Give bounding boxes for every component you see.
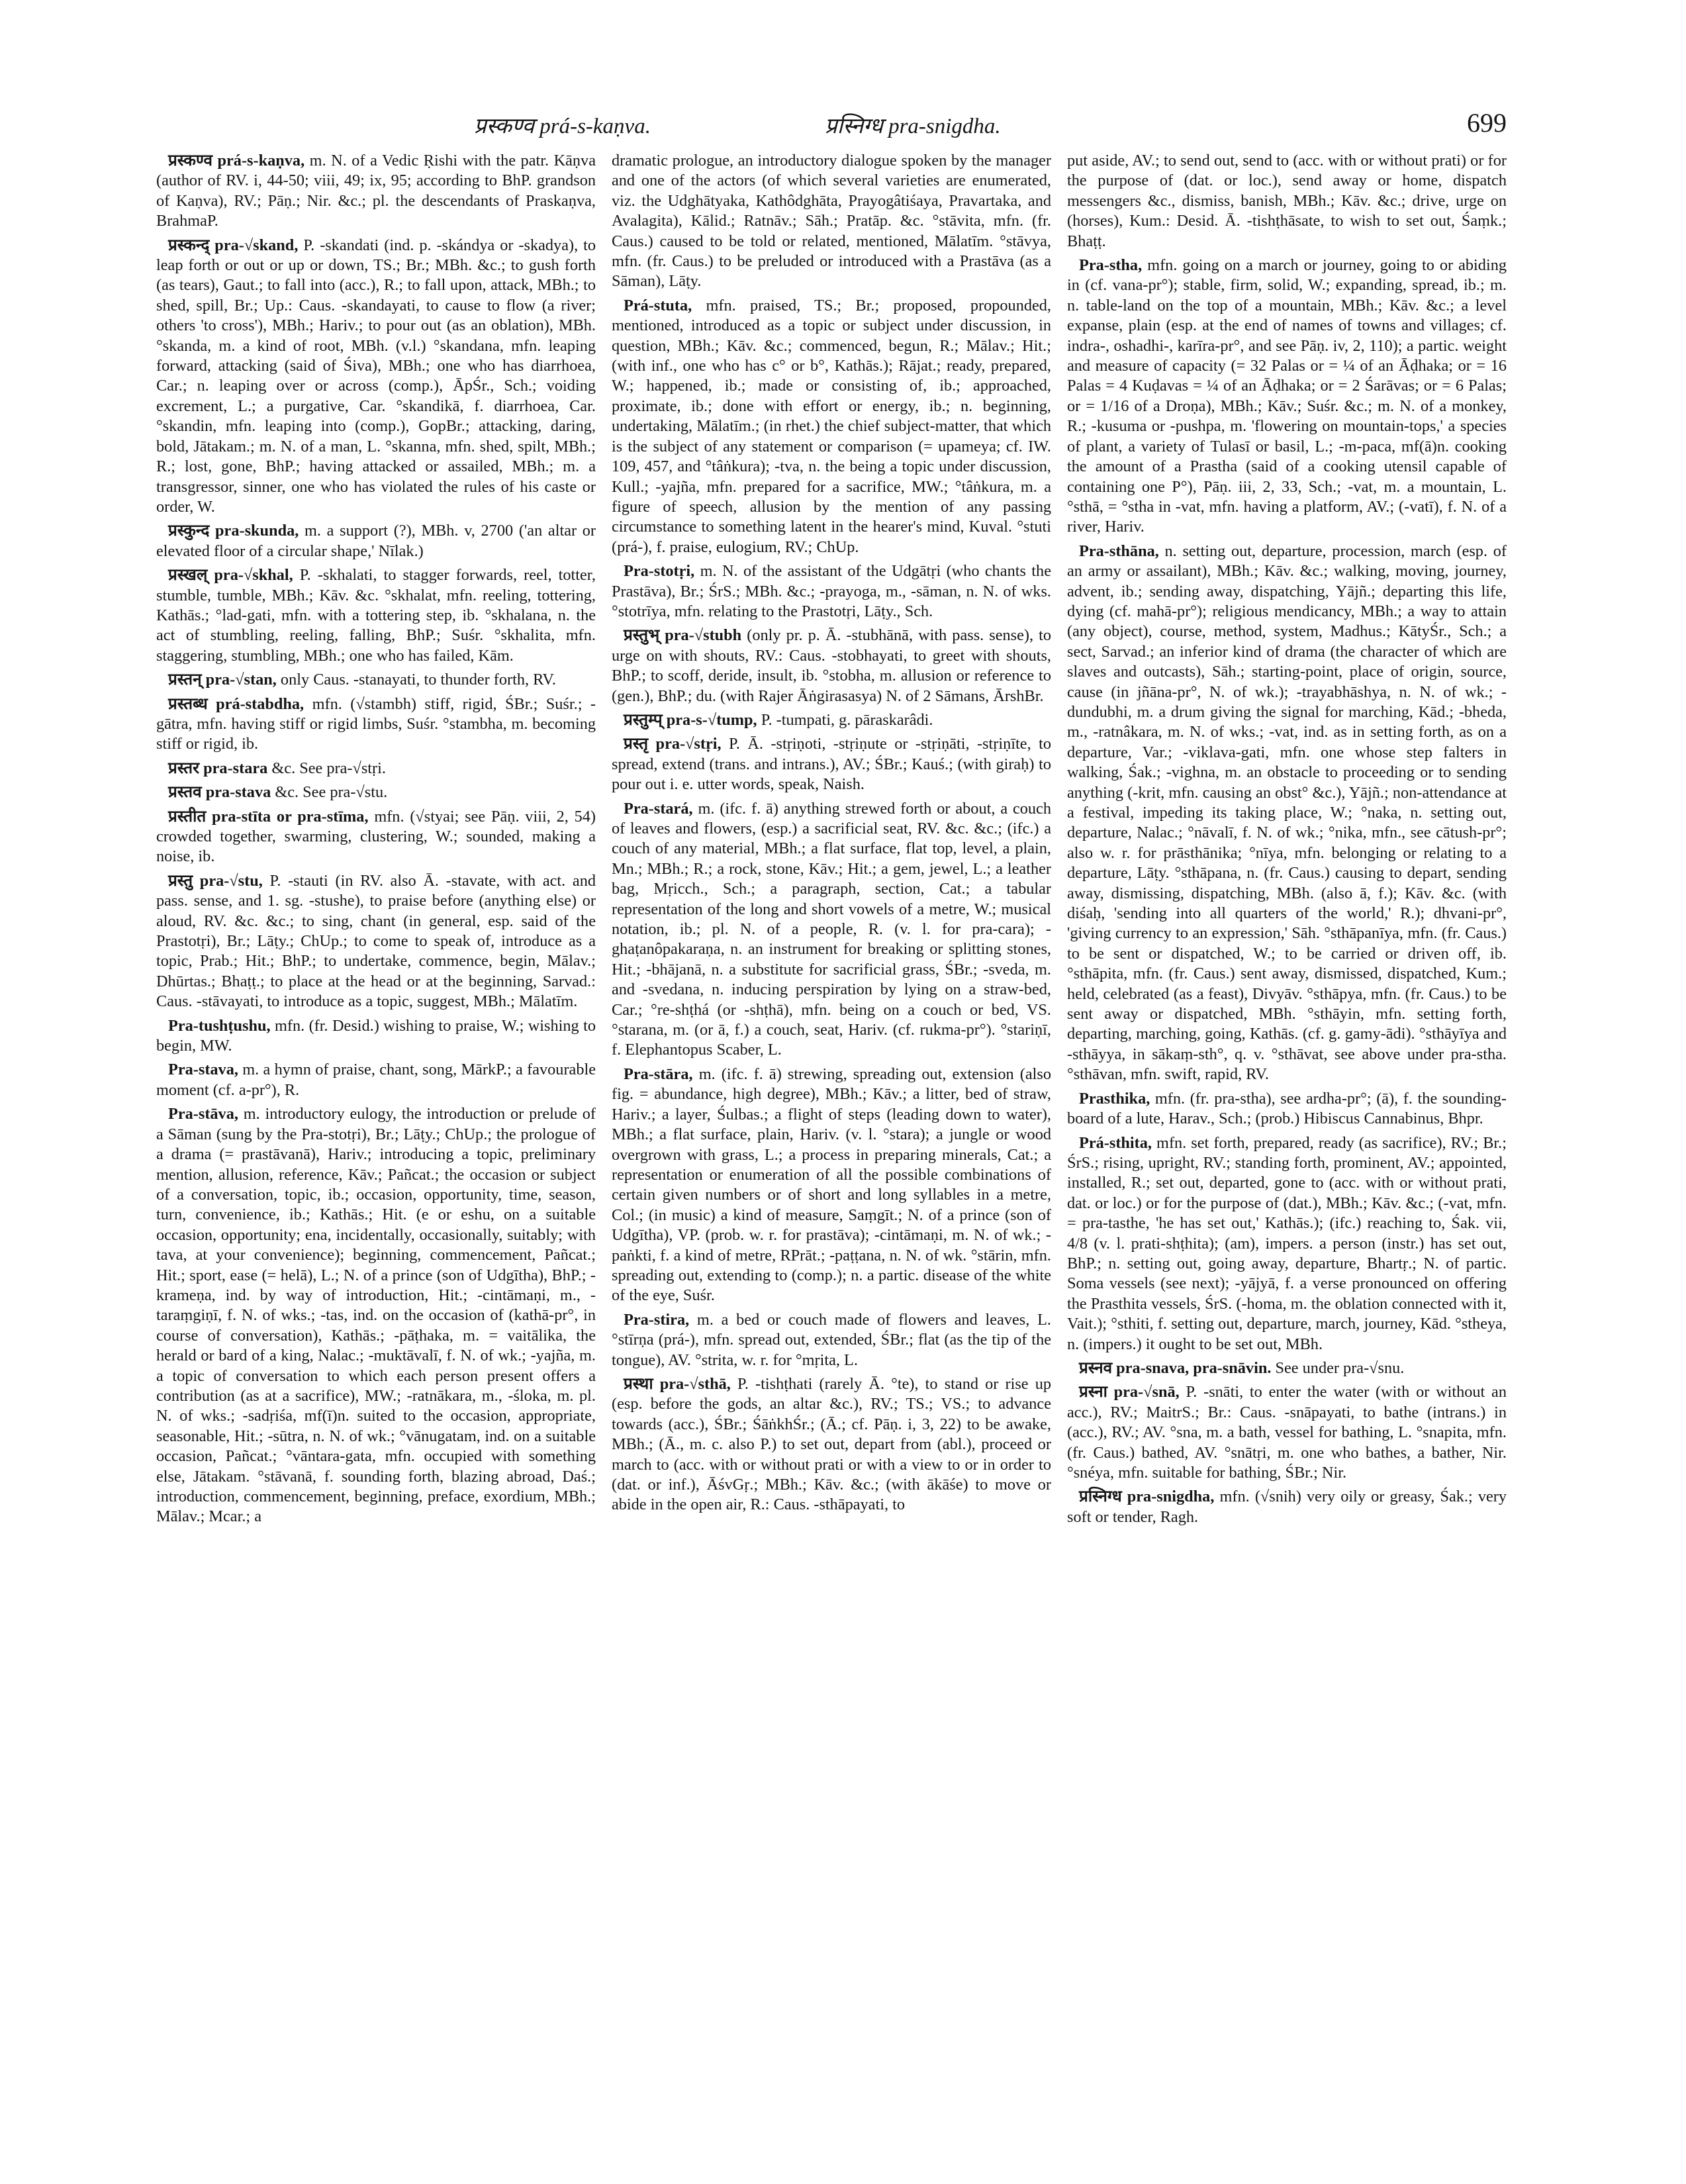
dictionary-entry — [156, 521, 596, 561]
left-running-headword: प्रस्कण्व prá-s-kaṇva. — [474, 115, 651, 138]
entry-headword: प्रस्तुम्प् pra-s-√tump, — [624, 710, 757, 729]
dictionary-entry — [156, 236, 596, 518]
dictionary-entry — [1067, 1487, 1507, 1527]
entry-definition: m. N. of the assistant of the Udgātṛi (who chants the Prastāva), Br.; ŚrS.; MBh. &c.; -prayoga, m., -sāman, n. N. of wks. °stotrīya, mfn. relating to the Prastotṛi, Lāṭy., Sch. — [612, 562, 1051, 620]
dictionary-entry — [612, 1310, 1051, 1370]
entry-headword: Pra-stotṛi, — [624, 562, 695, 581]
page-header — [156, 105, 1507, 144]
entry-definition: m. N. of a Vedic Ṛishi with the patr. Kāṇva (author of RV. i, 44-50; viii, 49; ix, 95; according to BhP. grandson of Kaṇva), RV.; Pāṇ.; Nir. &c.; pl. the descendants of Praskaṇva, BrahmaP. — [156, 152, 596, 230]
dictionary-entry — [1067, 1382, 1507, 1483]
entry-headword: प्रस्कुन्द pra-skunda, — [168, 522, 299, 540]
dictionary-entry — [1067, 256, 1507, 538]
entry-headword: Pra-stāra, — [624, 1065, 693, 1083]
entry-headword: Pra-stira, — [624, 1310, 690, 1329]
entry-headword: प्रस्था pra-√sthā, — [624, 1374, 731, 1393]
page-number: 699 — [1467, 108, 1507, 138]
entry-definition: P. -stauti (in RV. also Ā. -stavate, with act. and pass. sense, and 1. sg. -stushe), to praise before (anything else) or aloud, RV. &c. &c.; to sing, chant (in general, esp. said of the Prastotṛi), Br.; Lāṭy.; ChUp.; to come to speak of, introduce as a topic, Prab.; Hit.; BhP.; to undertake, commence, begin, Mālav.; Dhūrtas.; Bhaṭṭ.; to place at the head or at the beginning, Sarvad.: Caus. -stāvayati, to introduce as a topic, suggest, MBh.; Mālatīm. — [156, 871, 596, 1011]
entry-definition: mfn. (fr. pra-stha), see ardha-pr°; (ā), f. the sounding-board of a lute, Harav., Sch.; (prob.) Hibiscus Cannabinus, Bhpr. — [1067, 1089, 1507, 1128]
entry-headword: प्रस्तृ pra-√stṛi, — [624, 735, 722, 753]
entry-headword: Prá-sthita, — [1079, 1133, 1152, 1152]
entry-definition: m. (ifc. f. ā) strewing, spreading out, extension (also fig. = abundance, high degree), MBh.; Kāv.; a litter, bed of straw, Hariv.; a layer, Śulbas.; a flight of steps (leading down to water), MBh.; a flat surface, plain, Hariv. (v. l. °stara); a jungle or wood overgrown with grass, L.; a process in preparing minerals, Cat.; a representation or enumeration of all the possible combinations of certain given numbers or of short and long syllables in a metre, Col.; (in music) a kind of measure, Saṃgīt.; N. of a prince (son of Udgītha), VP. (prob. w. r. for prastāva); -cintāmaṇi, m. N. of wk.; -paṅkti, f. a kind of metre, RPrāt.; -paṭṭana, n. N. of wk. °stārin, mfn. spreading out, extending to (comp.); n. a partic. disease of the white of the eye, Suśr. — [612, 1065, 1051, 1305]
dictionary-entry — [1067, 1358, 1507, 1378]
entry-headword: Pra-tushṭushu, — [168, 1016, 271, 1035]
dictionary-entry — [612, 734, 1051, 794]
dictionary-entry — [156, 759, 596, 779]
entry-headword: प्रस्तव pra-stava — [168, 783, 271, 802]
entry-headword: प्रस्तन् pra-√stan, — [168, 671, 277, 689]
entry-definition: n. setting out, departure, procession, march (esp. of an army or assailant), MBh.; Kāv. &c.; walking, moving, journey, advent, ib.; sending away, dispatching, Yājñ.; departing this life, dying (cf. mahā-pr°); religious mendicancy, MBh.; a way to attain (any object), course, method, system, Madhus.; KātyŚr., Sch.; a sect, Sarvad.; an inferior kind of drama (the character of which are slaves and outcasts), Sāh.; starting-point, place of origin, source, cause (in jñāna-pr°, N. of wk.); -trayabhāshya, n. N. of wk.; -dundubhi, m. a drum giving the signal for marching, Kād.; -bheda, m., -ratnâkara, m. N. of wks.; -vat, ind. as in setting forth, as on a departure, Var.; -viklava-gati, mfn. one whose step falters in walking, Śak.; -vighna, m. an obstacle to proceeding or to sending anything (-krit, mfn. causing an obst° &c.), Yājñ.; non-attendance at a festival, impeding its taking place, W.; °naka, n. setting out, departure, Nalac.; °nāvalī, f. N. of wk.; °nika, mfn., see cātush-pr°; also w. r. for prāsthānika; °nīya, mfn. belonging or relating to a departure, Lāṭy. °sthāpana, n. (fr. Caus.) causing to depart, sending away, dismissing, dispatching, MBh. (also ā, f.); Kāv. &c. (with diśaḥ, 'sending into all quarters of the world,' R.); dhvani-pr°, 'giving currency to an expression,' Sāh. °sthāpanīya, mfn. (fr. Caus.) to be sent or dispatched, W.; to be carried or driven off, ib. °sthāpita, mfn. (fr. Caus.) sent away, dismissed, dispatched, Kum.; held, celebrated (as a feast), Divyāv. °sthāpya, mfn. (fr. Caus.) to be sent away or dispatched, MBh. °sthāyin, mfn. setting forth, departing, marching, going, Kathās. (cf. g. gamy-ādi). °sthāyīya and -sthāyya, in sākaṃ-sth°, q. v. °sthāvat, see above under pra-stha. °sthāvan, mfn. swift, rapid, RV. — [1067, 542, 1507, 1084]
entry-headword: प्रस्तर pra-stara — [168, 759, 268, 777]
entry-headword: Pra-stará, — [624, 799, 693, 818]
entry-definition: P. Ā. -stṛiṇoti, -stṛiṇute or -stṛiṇāti, -stṛiṇīte, to spread, extend (trans. and intrans.), AV.; ŚBr.; Kauś.; (with giraḥ) to pour out i. e. utter words, speak, Naish. — [612, 735, 1051, 794]
entry-definition: mfn. (√snih) very oily or greasy, Śak.; very soft or tender, Ragh. — [1067, 1488, 1507, 1526]
entry-definition: mfn. praised, TS.; Br.; proposed, propounded, mentioned, introduced as a topic or subject under discussion, in question, MBh.; Kāv. &c.; commenced, begun, R.; Mālav.; Hit.; (with inf., one who has c° or b°, Kathās.); Rājat.; ready, prepared, W.; happened, ib.; made or consisting of, ib.; approached, proximate, ib.; done with effort or energy, ib.; n. beginning, undertaking, Mālatīm.; (in rhet.) the chief subject-matter, that which is the subject of any statement or comparison (= upameya; cf. IW. 109, 457, and °tâṅkura); -tva, n. the being a topic under discussion, Kull.; -yajña, mfn. prepared for a sacrifice, MW.; °tâṅkura, m. a figure of speech, allusion by the mention of any passing circumstance to something latent in the hearer's mind, Kuval. °stuti (prá-), f. praise, eulogium, RV.; ChUp. — [612, 296, 1051, 556]
dictionary-entry — [1067, 151, 1507, 252]
entry-definition: m. a support (?), MBh. v, 2700 ('an altar or elevated floor of a circular shape,' Nīlak.) — [156, 522, 596, 560]
dictionary-entry — [156, 1060, 596, 1100]
dictionary-entry — [156, 871, 596, 1012]
entry-definition: m. (ifc. f. ā) anything strewed forth or about, a couch of leaves and flowers, (esp.) a sacrificial seat, RV. &c. &c.; (ifc.) a couch of any material, MBh.; a flat surface, flat top, level, a plain, Mn.; MBh.; R.; a rock, stone, Kāv.; Hit.; a gem, jewel, L.; a leather bag, Mṛicch., Sch.; a paragraph, section, Cat.; a tabular representation of the long and short vowels of a metre, W.; musical notation, ib.; pl. N. of a people, R. (v. l. for pra-cara); -ghaṭanôpakaraṇa, n. an instrument for breaking or splitting stones, Hit.; -bhājanā, n. a substitute for sacrificial grass, ŚBr.; -sveda, m. and -svedana, n. inducing perspiration by lying on a straw-bed, Car.; °re-shṭhá (or -shṭhā), mfn. being on a couch or bed, VS. °starana, m. (or ā, f.) a couch, seat, Hariv. (cf. rukma-pr°). °stariṇī, f. Elephantopus Scaber, L. — [612, 799, 1051, 1059]
column-left — [156, 151, 596, 2091]
entry-definition: P. -skhalati, to stagger forwards, reel, totter, stumble, tumble, MBh.; Kāv. &c. °skhalat, mfn. reeling, tottering, Kathās.; °lad-gati, mfn. with a tottering step, ib. °skhalana, n. the act of stumbling, reeling, falling, BhP.; Suśr. °skhalita, mfn. staggering, stumbling, MBh.; one who has failed, Kām. — [156, 566, 596, 665]
entry-headword: Pra-stava, — [168, 1061, 238, 1079]
column-right — [1067, 151, 1507, 2091]
dictionary-entry — [1067, 1133, 1507, 1354]
entry-headword: प्रस्तीत pra-stīta or pra-stīma, — [168, 807, 369, 826]
entry-headword: प्रस्कन्द् pra-√skand, — [168, 236, 299, 254]
entry-headword: प्रस्खल् pra-√skhal, — [168, 566, 293, 585]
dictionary-entry — [612, 1374, 1051, 1515]
entry-headword: प्रस्निग्ध pra-snigdha, — [1079, 1488, 1215, 1506]
dictionary-entry — [612, 710, 1051, 730]
column-middle — [612, 151, 1051, 2091]
entry-definition: only Caus. -stanayati, to thunder forth, RV. — [280, 671, 556, 689]
entry-headword: Pra-sthāna, — [1079, 542, 1159, 560]
entry-definition: P. -tumpati, g. pāraskarâdi. — [761, 710, 933, 729]
entry-definition: put aside, AV.; to send out, send to (acc. with or without prati) or for the purpose of (dat. or loc.), send away or home, dispatch messengers &c., dismiss, banish, MBh.; Kāv. &c.; drive, urge on (horses), Kum.: Desid. Ā. -tishṭhāsate, to wish to set out, Śaṃk.; Bhaṭṭ. — [1067, 152, 1507, 250]
entry-definition: (only pr. p. Ā. -stubhānā, with pass. sense), to urge on with shouts, RV.: Caus. -stobhayati, to greet with shouts, BhP.; to scoff, deride, insult, ib. °stobha, m. allusion or reference to (gen.), BhP.; du. (with Rajer Āṅgirasasya) N. of 2 Sāmans, ĀrshBr. — [612, 626, 1051, 705]
entry-definition: mfn. going on a march or journey, going to or abiding in (cf. vana-pr°); stable, firm, solid, W.; expanding, spread, ib.; m. n. table-land on the top of a mountain, MBh.; Kāv. &c.; a level expanse, plain (esp. at the end of names of towns and villages; cf. indra-, oshadhi-, karīra-pr°, and see Pāṇ. iv, 2, 110); a partic. weight and measure of capacity (= 32 Palas or = ¼ of an Āḍhaka; or = 16 Palas = 4 Kuḍavas = ¼ of an Āḍhaka; or = 2 Śarāvas; or = 6 Palas; or = 1/16 of a Droṇa), MBh.; Kāv.; Suśr. &c.; m. N. of a monkey, R.; -kusuma or -pushpa, m. 'flowering on mountain-tops,' a species of plant, a variety of Tulasī or basil, L.; -m-paca, mf(ā)n. cooking the amount of a Prastha (said of a cooking utensil capable of containing one P°), Pāṇ. iii, 2, 33, Sch.; -vat, m. a mountain, L. °sthā, = °stha in -vat, mfn. having a platform, AV.; (-vatī), f. N. of a river, Hariv. — [1067, 256, 1507, 536]
dictionary-entry — [156, 565, 596, 666]
entry-definition: P. -skandati (ind. p. -skándya or -skadya), to leap forth or out or up or down, TS.; Br.; MBh. &c.; to gush forth (as tears), Gaut.; to fall into (acc.), R.; to fall upon, attack, MBh.; to shed, spill, Br.; Up.: Caus. -skandayati, to cause to flow (a river; others 'to cross'), MBh.; Hariv.; to pour out (as an oblation), MBh. °skanda, m. a kind of root, MBh. (v.l.) °skandana, mfn. leaping forward, attacking (said of Śiva), MBh.; one who has diarrhoea, Car.; n. leaping over or across (comp.), ĀpŚr., Sch.; voiding excrement, L.; a purgative, Car. °skandikā, f. diarrhoea, Car. °skandin, mfn. leaping into (comp.), GopBr.; attacking, daring, bold, Jātakam.; m. N. of a man, L. °skanna, mfn. shed, spilt, MBh.; R.; lost, gone, BhP.; having attacked or assailed, MBh.; m. a transgressor, sinner, one who has violated the rules of his caste or order, W. — [156, 236, 596, 516]
entry-headword: Pra-stha, — [1079, 256, 1143, 275]
entry-definition: See under pra-√snu. — [1275, 1358, 1405, 1377]
entry-headword: प्रस्तब्ध prá-stabdha, — [168, 694, 304, 713]
entry-headword: प्रस्तु pra-√stu, — [168, 871, 263, 890]
entry-definition: mfn. set forth, prepared, ready (as sacrifice), RV.; Br.; ŚrS.; rising, upright, RV.; standing forth, prominent, AV.; appointed, installed, R.; set out, departed, gone to (acc. with or without prati, dat. or loc.) or for the purpose of (dat.), MBh.; Kāv. &c.; (-vat, mfn. = pra-tasthe, 'he has set out,' Kathās.); (ifc.) reaching to, Śak. vii, 4/8 (v. l. prati-shṭhita); (am), impers. a person (instr.) has set out, BhP.; n. setting out, going away, departure, Bhartṛ.; N. of partic. Soma vessels (see next); -yājyā, f. a verse pronounced on offering the Prasthita vessels, ŚrS. (-homa, m. the oblation connected with it, Vait.); °sthiti, f. setting out, departure, march, journey, Kād. °stheya, n. (impers.) it ought to be set out, MBh. — [1067, 1133, 1507, 1353]
entry-headword: Prá-stuta, — [624, 296, 692, 314]
center-running-headword: प्रस्निग्ध pra-snigdha. — [825, 115, 1001, 138]
entry-definition: P. -tishṭhati (rarely Ā. °te), to stand or rise up (esp. before the gods, an altar &c.), RV.; TS.; VS.; to advance towards (acc.), ŚBr.; ŚāṅkhŚr.; (Ā.; cf. Pāṇ. i, 3, 22) to be awake, MBh.; (Ā., m. c. also P.) to set out, depart from (abl.), proceed or march to (acc. with or without prati or with a view to or in order to (dat. or inf.), ĀśvGṛ.; MBh.; Kāv. &c.; (with ākāśe) to move or abide in the open air, R.: Caus. -sthāpayati, to — [612, 1374, 1051, 1514]
entry-headword: प्रस्कण्व prá-s-kaṇva, — [168, 152, 305, 169]
entry-headword: प्रस्तुभ् pra-√stubh — [624, 626, 742, 645]
entry-definition: m. a hymn of praise, chant, song, MārkP.; a favourable moment (cf. a-pr°), R. — [156, 1061, 596, 1099]
entry-definition: &c. See pra-√stṛi. — [271, 759, 386, 777]
dictionary-columns — [156, 151, 1507, 2091]
dictionary-entry — [612, 561, 1051, 622]
dictionary-entry — [156, 694, 596, 755]
entry-definition: mfn. (√styai; see Pāṇ. viii, 2, 54) crowded together, swarming, clustering, W.; sounded, making a noise, ib. — [156, 807, 596, 866]
entry-headword: Prasthika, — [1079, 1089, 1150, 1108]
dictionary-entry — [1067, 1089, 1507, 1129]
entry-definition: m. introductory eulogy, the introduction or prelude of a Sāman (sung by the Pra-stotṛi), Br.; Lāṭy.; ChUp.; the prologue of a drama (= prastāvanā), Hariv.; introducing a topic, preliminary mention, allusion, reference, Kāv.; Pañcat.; the occasion or subject of a conversation, topic, ib.; occasion, opportunity, time, season, turn, convenience, ib.; Kathās.; Hit. (e or eshu, on a suitable occasion, opportunity; ena, incidentally, occasionally, suitably; with tava, at your convenience); beginning, commencement, Pañcat.; Hit.; sport, ease (= helā), L.; N. of a prince (son of Udgītha), BhP.; -krameṇa, ind. by way of introduction, Hit.; -cintāmaṇi, m., -taraṃgiṇī, f. N. of wks.; -tas, ind. on the occasion of (kathā-pr°, in course of conversation), Kathās.; -pāṭhaka, m. = vaitālika, the herald or bard of a king, Nalac.; -muktāvalī, f. N. of wk.; -yajña, m. a topic of conversation to which each person present offers a contribution (as at a sacrifice), MW.; -ratnākara, m., -śloka, m. pl. N. of wks.; -sadṛiśa, mf(ī)n. suited to the occasion, appropriate, seasonable, Hit.; -sūtra, n. N. of wk.; °vānugatam, ind. on a suitable occasion, Pañcat.; °vāntara-gata, mfn. occupied with something else, Jātakam. °stāvanā, f. sounding forth, blazing abroad, Daś.; introduction, commencement, beginning, preface, exordium, MBh.; Mālav.; Mcar.; a — [156, 1105, 596, 1526]
dictionary-entry — [1067, 542, 1507, 1085]
dictionary-entry — [612, 799, 1051, 1061]
entry-headword: प्रस्नव pra-snava, pra-snāvin. — [1079, 1358, 1272, 1377]
dictionary-entry — [612, 626, 1051, 706]
entry-definition: P. -snāti, to enter the water (with or without an acc.), RV.; MaitrS.; Br.: Caus. -snāpayati, to bathe (intrans.) in (acc.), RV.; AV. °sna, m. a bath, vessel for bathing, L. °snapita, mfn. (fr. Caus.) bathed, AV. °snātṛi, m. one who bathes, a bather, Nir. °snéya, mfn. suitable for bathing, ŚBr.; Nir. — [1067, 1383, 1507, 1482]
dictionary-entry — [156, 807, 596, 867]
entry-definition: dramatic prologue, an introductory dialogue spoken by the manager and one of the actors (of which several varieties are enumerated, viz. the Udghātyaka, Kathôdghāta, Prayogâtiśaya, Pravartaka, and Avalagita), Kālid.; Ratnāv.; Sāh.; Pratāp. &c. °stāvita, mfn. (fr. Caus.) caused to be told or related, mentioned, Mālatīm. °stāvya, mfn. (fr. Caus.) to be preluded or introduced with a Prastāva (as a Sāman), Lāṭy. — [612, 152, 1051, 291]
dictionary-entry — [156, 151, 596, 232]
entry-definition: m. a bed or couch made of flowers and leaves, L. °stīrṇa (prá-), mfn. spread out, extended, ŚBr.; flat (as the tip of the tongue), AV. °strita, w. r. for °mṛita, L. — [612, 1310, 1051, 1369]
dictionary-entry — [612, 151, 1051, 292]
entry-definition: mfn. (fr. Desid.) wishing to praise, W.; wishing to begin, MW. — [156, 1016, 596, 1055]
dictionary-entry — [612, 296, 1051, 557]
dictionary-entry — [156, 1104, 596, 1527]
dictionary-entry — [156, 1016, 596, 1057]
dictionary-entry — [156, 783, 596, 802]
dictionary-entry — [612, 1065, 1051, 1306]
entry-headword: प्रस्ना pra-√snā, — [1079, 1383, 1180, 1401]
entry-definition: mfn. (√stambh) stiff, rigid, ŚBr.; Suśr.; -gātra, mfn. having stiff or rigid limbs, Suśr. °stambha, m. becoming stiff or rigid, ib. — [156, 694, 596, 753]
dictionary-entry — [156, 670, 596, 690]
entry-definition: &c. See pra-√stu. — [275, 783, 388, 802]
entry-headword: Pra-stāva, — [168, 1105, 238, 1123]
